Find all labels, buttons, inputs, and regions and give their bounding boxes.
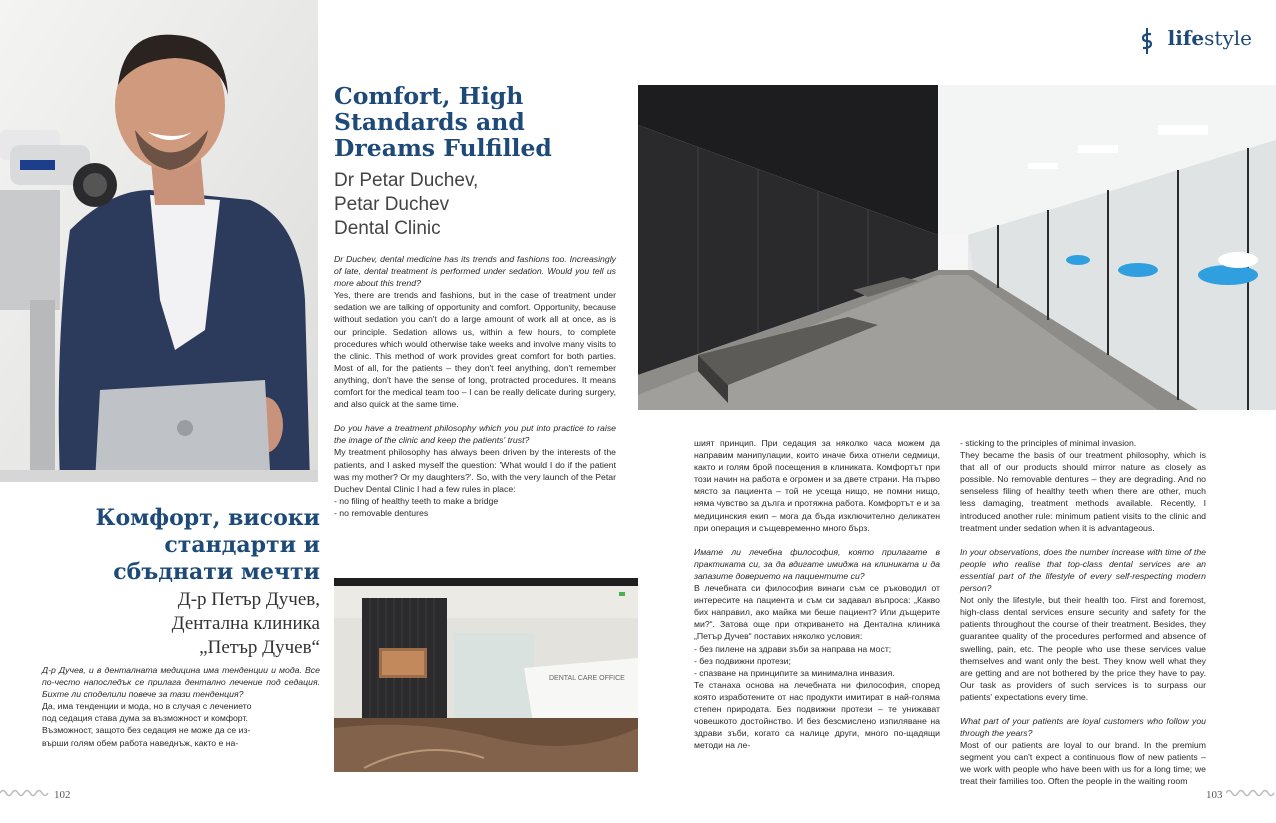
- reception-photo: [334, 578, 638, 772]
- bulgarian-answer-line: върши голям обем работа наведнъж, както е на-: [42, 737, 239, 748]
- english-column-2: [960, 437, 1206, 788]
- bulgarian-subtitle: [40, 588, 320, 660]
- english-list-item: - no filing of healthy teeth to make a bridge: [334, 495, 499, 506]
- english-answer: Not only the lifestyle, but their health too. First and foremost, high-class dental services ensure security and safety for the patients throughout the course of their treatment. Besides, they guarantee quality of the procedures performed and absence of swelling, pain, etc. The people who use these services value themselves and want only the best. They know well what they are getting and are not bothered by the price they have to pay. Our task as providers of such services is to surpass our patients' expectations every time.: [960, 595, 1206, 702]
- bulgarian-answer: Те станаха основа на лечебната ни философия, според която изработените от нас продукти имитират в най-голяма степен природата. Без подвижни протези – те унижават човешкото достойнство. И без безсмислено изпиляване на здрави зъби, когато са налице други, много по-щадящи методи на ле-: [694, 679, 940, 751]
- english-title: [334, 83, 624, 161]
- reception-illustration: [334, 578, 638, 772]
- english-question: Do you have a treatment philosophy which you put into practice to raise the image of the clinic and keep the patients' trust?: [334, 423, 616, 446]
- english-list-item: - no removable dentures: [334, 507, 429, 518]
- brand-strong: life: [1167, 26, 1205, 50]
- page-number-left: 102: [54, 789, 71, 801]
- footer-wave-right: [1226, 786, 1276, 800]
- english-subtitle-line: Dr Petar Duchev,: [334, 170, 479, 191]
- bulgarian-list-item: - спазване на принципите за минимална инвазия.: [694, 667, 895, 678]
- bulgarian-subtitle-line: Дентална клиника: [171, 613, 320, 634]
- brand-light: style: [1204, 26, 1252, 50]
- english-list-item: - sticking to the principles of minimal invasion.: [960, 438, 1137, 448]
- english-subtitle-line: Dental Clinic: [334, 218, 441, 239]
- section-brand: [1168, 26, 1252, 50]
- english-title-line: Standards and: [334, 108, 525, 136]
- bulgarian-column-1: [42, 664, 320, 749]
- english-question: Dr Duchev, dental medicine has its trends and fashions too. Increasingly of late, dental treatment is performed under sedation. Would you tell us more about this trend?: [334, 254, 616, 289]
- english-subtitle-line: Petar Duchev: [334, 194, 450, 215]
- bulgarian-answer: В лечебната си философия винаги съм се ръководил от интересите на пациента и съм си задавал въпроса: „Какво бих направил, ако майка ми беше пациент? Или дъщерите ми?“. Затова още при откриването на Дентална клиника „Петър Дучев“ поставих няколко условия:: [694, 583, 940, 642]
- bulgarian-title-line: стандарти и: [164, 532, 320, 558]
- bulgarian-answer-line: Да, има тенденции и мода, но в случая с лечението: [42, 701, 252, 712]
- bulgarian-title-line: Комфорт, високи: [95, 505, 320, 531]
- corridor-illustration: [638, 85, 1276, 410]
- english-question: What part of your patients are loyal customers who follow you through the years?: [960, 715, 1206, 739]
- bulgarian-subtitle-line: Д-р Петър Дучев,: [177, 589, 320, 610]
- bulgarian-title: [40, 505, 320, 586]
- portrait-photo: [0, 0, 318, 482]
- english-answer: My treatment philosophy has always been driven by the interests of the patients, and I asked myself the question: 'What would I do if the patient was my mother? Or my daughters?'. So, with the very launch of the Petar Duchev Dental Clinic I had a few rules in place:: [334, 447, 616, 494]
- bulgarian-question: Имате ли лечебна философия, която прилагате в практиката си, за да вдигате имиджа на клиниката и да запазите доверието на пациентите си?: [694, 546, 940, 581]
- english-title-line: Dreams Fulfilled: [334, 134, 552, 162]
- reception-signage-text: DENTAL CARE OFFICE: [549, 675, 625, 682]
- english-answer: They became the basis of our treatment philosophy, which is that all of our products should mirror nature as closely as possible. No removable dentures – they are degrading. And no senseless filing of healthy teeth when there are other, much less damaging, treatment methods available. Recently, I introduced another rule: minimum patient visits to the clinic and treatment under sedation when it is advantageous.: [960, 450, 1206, 533]
- footer-wave-left: [0, 786, 50, 800]
- bulgarian-answer-line: Възможност, защото без седация не може да се из-: [42, 725, 251, 736]
- bulgarian-subtitle-line: „Петър Дучев“: [199, 637, 320, 658]
- english-column-1: [334, 253, 616, 519]
- bulgarian-list-item: - без подвижни протези;: [694, 655, 791, 666]
- bulgarian-answer-line: под седация става дума за възможност и комфорт.: [42, 713, 248, 724]
- bulgarian-question: Д-р Дучев, и в денталната медицина има тенденции и мода. Все по-често напоследък се прилага дентално лечение под седация. Бихте ли споделили повече за тази тенденция?: [42, 665, 320, 700]
- bulgarian-column-2: [694, 437, 940, 751]
- english-answer: Yes, there are trends and fashions, but in the case of treatment under sedation we are talking of opportunity and comfort. Opportunity, because without sedation you can't do a large amount of work all at once, as is our principle. Sedation allows us, within a few hours, to complete procedures which would otherwise take weeks and involve many visits to the clinic. This method of work provides great comfort for both parties. Most of all, for the patients – they don't feel anything, don't remember anything, don't have the sense of long, protracted procedures. It means comfort for the medical team too – I can be really delicate during surgery, and also quick at the same time.: [334, 290, 616, 410]
- page-number-right: 103: [1206, 789, 1223, 801]
- bulgarian-list-item: - без пилене на здрави зъби за направа на мост;: [694, 643, 892, 654]
- english-question: In your observations, does the number increase with time of the people who realise that top-class dental services are an essential part of the lifestyle of every self-respecting modern person?: [960, 546, 1206, 594]
- corridor-photo: [638, 85, 1276, 410]
- english-title-line: Comfort, High: [334, 82, 524, 110]
- bulgarian-answer: шият принцип. При седация за няколко часа можем да направим манипулации, които иначе биха отнели седмици, както и голям брой посещения в клиниката. Комфортът при този начин на работа е огромен и за двете страни. На първо място за пациента – той не усеща нищо, не помни нищо, няма чувство за дълга и протяжна работа. Комфортът е и за медицинския екип – мога да бъда изключително деликатен при операция и същевременно много бърз.: [694, 438, 940, 533]
- bulgarian-title-line: сбъднати мечти: [113, 559, 320, 585]
- portrait-illustration: [0, 0, 318, 482]
- english-subtitle: [334, 169, 624, 241]
- lifestyle-logo-icon: [1140, 28, 1154, 54]
- english-answer: Most of our patients are loyal to our brand. In the premium segment you can't expect a continuous flow of new patients – we work with people who have been with us for a long time; we treat their families too. Often the people in the waiting room: [960, 740, 1206, 787]
